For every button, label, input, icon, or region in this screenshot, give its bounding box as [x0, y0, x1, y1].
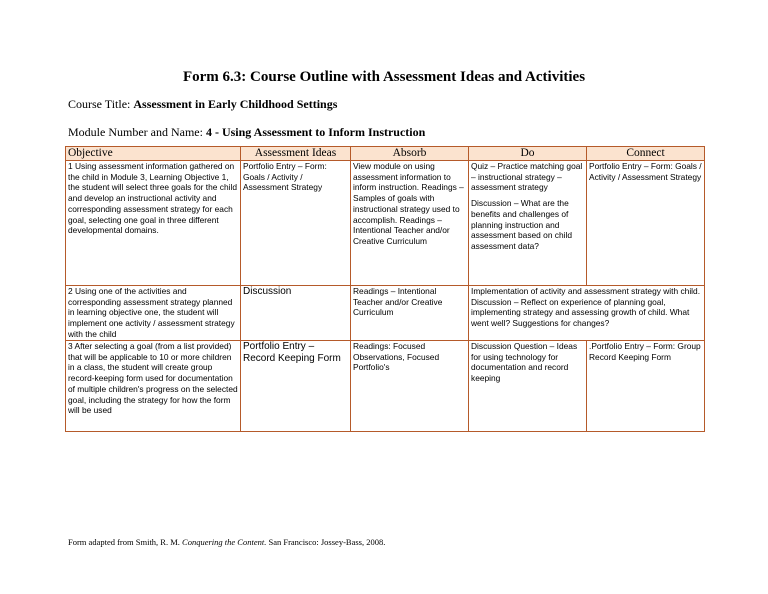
assessment-cell: Portfolio Entry – Record Keeping Form: [241, 341, 351, 432]
absorb-cell: View module on using assessment information to inform instruction. Readings – Samples of goals with instructional strategy used to accomplish. Readings – Intentional Teacher and/or Creative Curriculum: [351, 161, 469, 286]
footer-citation: [68, 537, 385, 547]
connect-cell: .Portfolio Entry – Form: Group Record Keeping Form: [587, 341, 705, 432]
assessment-cell: Discussion: [241, 286, 351, 341]
objective-cell: 1 Using assessment information gathered on the child in Module 3, Learning Objective 1, the student will select three goals for the child and develop an instructional activity and corresponding assessment strategy for each goal, selecting one goal in three different developmental domains.: [66, 161, 241, 286]
table-row: [66, 161, 705, 286]
module-label: Module Number and Name:: [68, 125, 203, 139]
objective-cell: 3 After selecting a goal (from a list provided) that will be applicable to 10 or more children in a class, the student will create group record-keeping form used for documentation of multiple children's progress on the selected goal, including the strategy for how the form will be used: [66, 341, 241, 432]
objective-cell: 2 Using one of the activities and corresponding assessment strategy planned in learning objective one, the student will implement one activity / assessment strategy with the child: [66, 286, 241, 341]
do-text-1: Quiz – Practice matching goal – instructional strategy – assessment strategy: [471, 161, 583, 193]
header-absorb: Absorb: [351, 147, 469, 161]
header-connect: Connect: [587, 147, 705, 161]
do-cell: Discussion Question – Ideas for using technology for documentation and record keeping: [469, 341, 587, 432]
citation-prefix: Form adapted from Smith, R. M.: [68, 537, 180, 547]
do-cell: [469, 161, 587, 286]
header-objective: Objective: [66, 147, 241, 161]
header-do: Do: [469, 147, 587, 161]
citation-suffix: San Francisco: Jossey-Bass, 2008.: [268, 537, 386, 547]
course-outline-table: [65, 146, 705, 432]
course-title-value: Assessment in Early Childhood Settings: [133, 97, 338, 111]
form-title: Form 6.3: Course Outline with Assessment Ideas and Activities: [182, 69, 586, 85]
course-title-label: Course Title:: [68, 97, 131, 111]
assessment-cell: Portfolio Entry – Form: Goals / Activity / Assessment Strategy: [241, 161, 351, 286]
table-header-row: [66, 147, 705, 161]
table-row: [66, 341, 705, 432]
do-connect-cell: Implementation of activity and assessment strategy with child. Discussion – Reflect on experience of planning goal, implementing strategy and assessing growth of child. What went well? Suggestions for changes?: [469, 286, 705, 341]
citation-book-title: Conquering the Content.: [182, 537, 267, 547]
absorb-cell: Readings: Focused Observations, Focused Portfolio's: [351, 341, 469, 432]
absorb-cell: Readings – Intentional Teacher and/or Creative Curriculum: [351, 286, 469, 341]
table-row: [66, 286, 705, 341]
module-line: [68, 125, 425, 140]
do-text-2: Discussion – What are the benefits and challenges of planning instruction and assessment based on child assessment data?: [471, 198, 573, 251]
header-assessment-ideas: Assessment Ideas: [241, 147, 351, 161]
module-value: 4 - Using Assessment to Inform Instruction: [205, 125, 426, 139]
connect-cell: Portfolio Entry – Form: Goals / Activity / Assessment Strategy: [587, 161, 705, 286]
course-title-line: [68, 97, 337, 112]
